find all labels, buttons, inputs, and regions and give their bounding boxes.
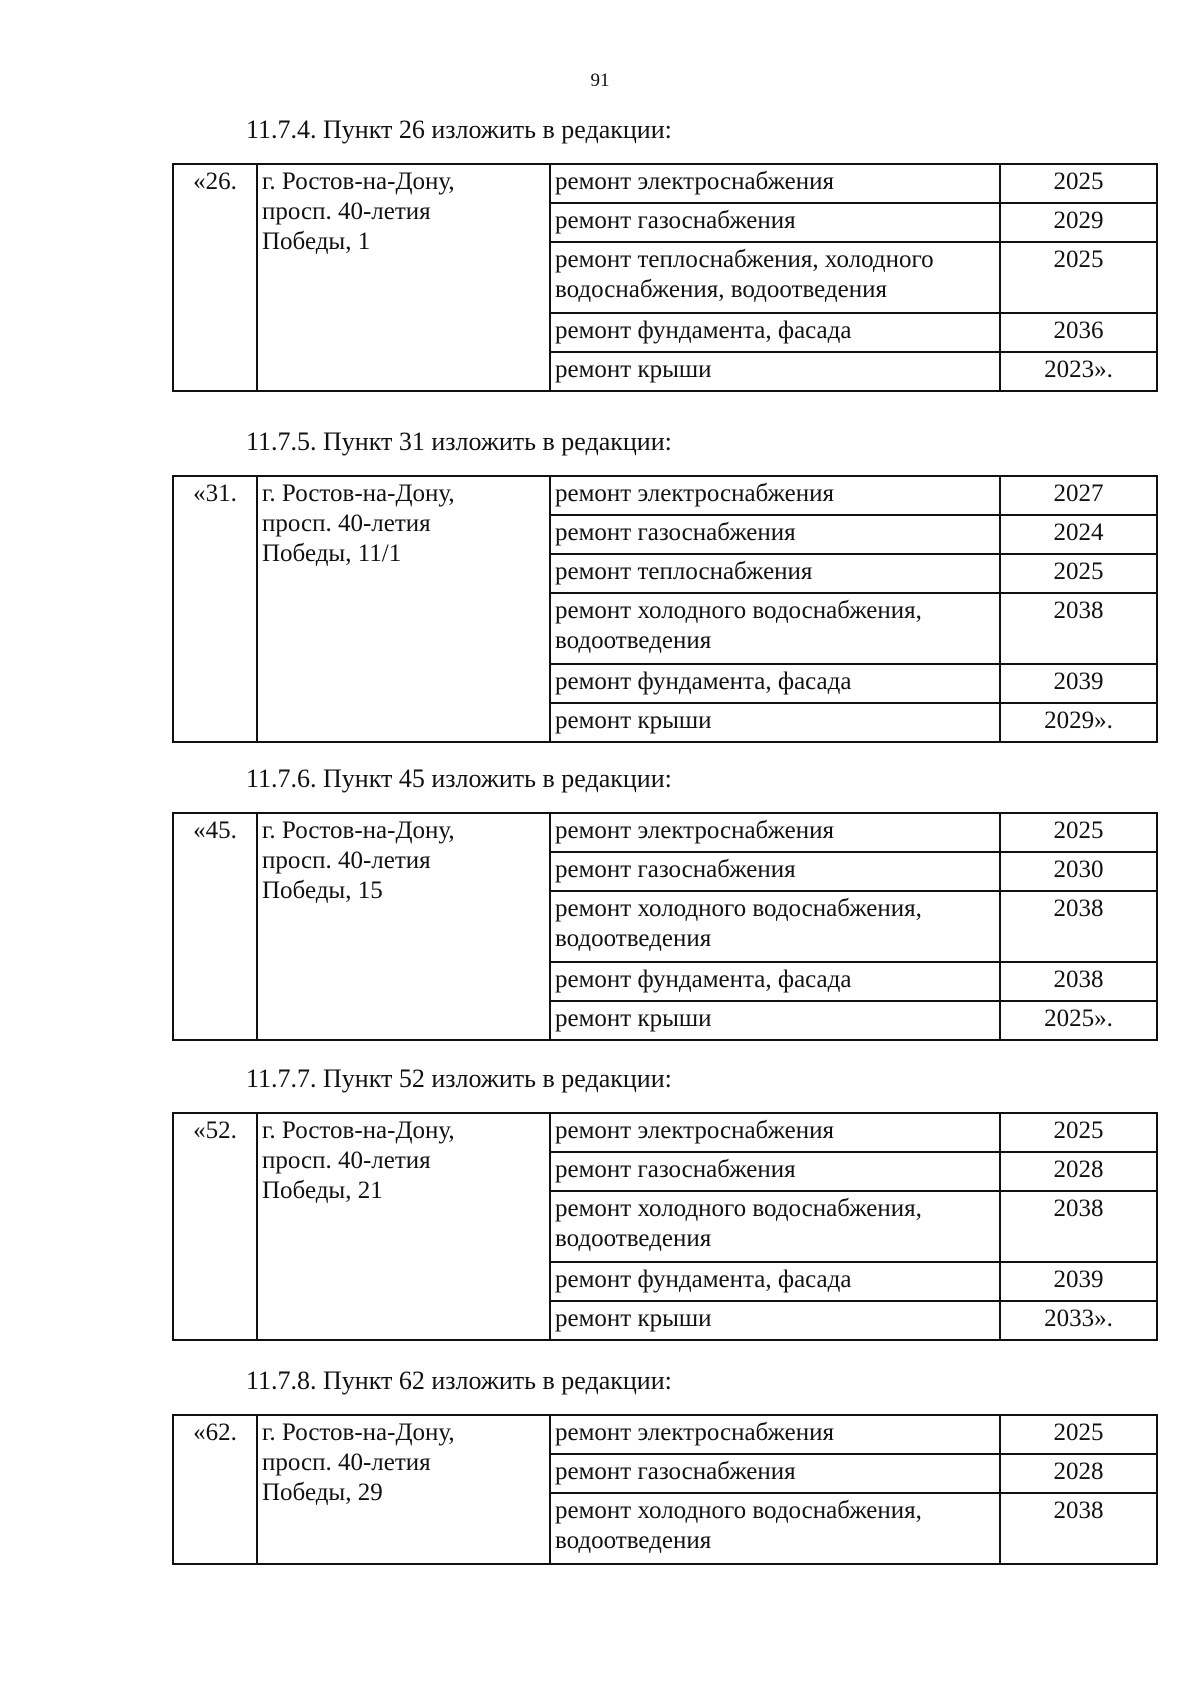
work-type-cell <box>550 1152 1000 1191</box>
address-line: Победы, 15 <box>262 877 383 904</box>
address-line: просп. 40-летия <box>262 1147 431 1174</box>
amendment-section <box>172 1064 1154 1341</box>
work-type-line: ремонт газоснабжения <box>555 207 796 234</box>
work-type-cell <box>550 554 1000 593</box>
work-type-line: ремонт фундамента, фасада <box>555 317 852 344</box>
work-type-cell <box>550 352 1000 391</box>
address-line: Победы, 29 <box>262 1479 383 1506</box>
item-number: «45. <box>173 813 257 1040</box>
work-type-cell <box>550 515 1000 554</box>
work-type-line: водоотведения <box>555 925 712 952</box>
year-cell: 2029». <box>1000 703 1157 742</box>
address-line: Победы, 11/1 <box>262 540 402 567</box>
work-type-cell <box>550 1113 1000 1152</box>
address-cell <box>257 1113 550 1340</box>
year-cell: 2023». <box>1000 352 1157 391</box>
work-type-line: ремонт крыши <box>555 356 712 383</box>
work-type-line: ремонт холодного водоснабжения, <box>555 895 922 922</box>
address-line: Победы, 21 <box>262 1177 383 1204</box>
work-type-line: ремонт электроснабжения <box>555 1419 834 1446</box>
table-row <box>173 1415 1157 1454</box>
work-type-cell <box>550 962 1000 1001</box>
address-cell <box>257 164 550 391</box>
address-line: просп. 40-летия <box>262 510 431 537</box>
work-type-cell <box>550 1262 1000 1301</box>
work-type-cell <box>550 1493 1000 1564</box>
item-number: «62. <box>173 1415 257 1564</box>
work-type-line: ремонт холодного водоснабжения, <box>555 1497 922 1524</box>
amendment-table <box>172 163 1158 392</box>
year-cell: 2025 <box>1000 242 1157 313</box>
section-heading: 11.7.5. Пункт 31 изложить в редакции: <box>246 427 672 456</box>
amendment-table <box>172 812 1158 1041</box>
table-row <box>173 1113 1157 1152</box>
section-heading: 11.7.7. Пункт 52 изложить в редакции: <box>246 1064 672 1093</box>
work-type-cell <box>550 242 1000 313</box>
year-cell: 2039 <box>1000 664 1157 703</box>
work-type-line: ремонт фундамента, фасада <box>555 668 852 695</box>
work-type-line: ремонт газоснабжения <box>555 519 796 546</box>
year-cell: 2039 <box>1000 1262 1157 1301</box>
work-type-line: ремонт электроснабжения <box>555 168 834 195</box>
amendment-table <box>172 1112 1158 1341</box>
section-heading: 11.7.4. Пункт 26 изложить в редакции: <box>246 115 672 144</box>
amendment-section <box>172 1366 1154 1565</box>
year-cell: 2036 <box>1000 313 1157 352</box>
address-line: просп. 40-летия <box>262 1449 431 1476</box>
section-heading: 11.7.6. Пункт 45 изложить в редакции: <box>246 764 672 793</box>
address-line: г. Ростов-на-Дону, <box>262 1117 455 1144</box>
year-cell: 2024 <box>1000 515 1157 554</box>
table-row <box>173 164 1157 203</box>
work-type-cell <box>550 664 1000 703</box>
amendment-table <box>172 1414 1158 1565</box>
work-type-line: ремонт крыши <box>555 707 712 734</box>
work-type-line: ремонт электроснабжения <box>555 817 834 844</box>
work-type-line: ремонт крыши <box>555 1305 712 1332</box>
amendment-table <box>172 475 1158 743</box>
amendment-section <box>172 115 1154 392</box>
item-number: «52. <box>173 1113 257 1340</box>
year-cell: 2038 <box>1000 1493 1157 1564</box>
year-cell: 2038 <box>1000 1191 1157 1262</box>
year-cell: 2029 <box>1000 203 1157 242</box>
work-type-cell <box>550 703 1000 742</box>
year-cell: 2028 <box>1000 1454 1157 1493</box>
work-type-cell <box>550 476 1000 515</box>
work-type-line: ремонт холодного водоснабжения, <box>555 1195 922 1222</box>
address-cell <box>257 1415 550 1564</box>
year-cell: 2030 <box>1000 852 1157 891</box>
year-cell: 2025 <box>1000 813 1157 852</box>
work-type-line: ремонт крыши <box>555 1005 712 1032</box>
section-heading: 11.7.8. Пункт 62 изложить в редакции: <box>246 1366 672 1395</box>
year-cell: 2038 <box>1000 962 1157 1001</box>
work-type-cell <box>550 1454 1000 1493</box>
year-cell: 2025 <box>1000 1415 1157 1454</box>
address-cell <box>257 476 550 742</box>
year-cell: 2027 <box>1000 476 1157 515</box>
work-type-cell <box>550 164 1000 203</box>
address-cell <box>257 813 550 1040</box>
year-cell: 2038 <box>1000 593 1157 664</box>
work-type-cell <box>550 891 1000 962</box>
year-cell: 2025 <box>1000 1113 1157 1152</box>
address-line: г. Ростов-на-Дону, <box>262 1419 455 1446</box>
work-type-cell <box>550 852 1000 891</box>
year-cell: 2038 <box>1000 891 1157 962</box>
work-type-cell <box>550 1191 1000 1262</box>
work-type-line: водоотведения <box>555 1527 712 1554</box>
item-number: «31. <box>173 476 257 742</box>
work-type-line: водоотведения <box>555 1225 712 1252</box>
work-type-cell <box>550 313 1000 352</box>
year-cell: 2025 <box>1000 554 1157 593</box>
work-type-line: ремонт газоснабжения <box>555 856 796 883</box>
work-type-line: водоснабжения, водоотведения <box>555 276 887 303</box>
address-line: г. Ростов-на-Дону, <box>262 817 455 844</box>
work-type-cell <box>550 1415 1000 1454</box>
work-type-cell <box>550 1001 1000 1040</box>
table-row <box>173 476 1157 515</box>
item-number: «26. <box>173 164 257 391</box>
address-line: просп. 40-летия <box>262 847 431 874</box>
work-type-line: водоотведения <box>555 627 712 654</box>
amendment-section <box>172 427 1154 743</box>
work-type-line: ремонт электроснабжения <box>555 1117 834 1144</box>
work-type-line: ремонт фундамента, фасада <box>555 966 852 993</box>
address-line: Победы, 1 <box>262 228 371 255</box>
work-type-line: ремонт холодного водоснабжения, <box>555 597 922 624</box>
work-type-line: ремонт теплоснабжения <box>555 558 813 585</box>
work-type-line: ремонт газоснабжения <box>555 1156 796 1183</box>
work-type-line: ремонт теплоснабжения, холодного <box>555 246 934 273</box>
work-type-cell <box>550 1301 1000 1340</box>
address-line: г. Ростов-на-Дону, <box>262 480 455 507</box>
table-row <box>173 813 1157 852</box>
year-cell: 2025 <box>1000 164 1157 203</box>
work-type-line: ремонт электроснабжения <box>555 480 834 507</box>
work-type-line: ремонт газоснабжения <box>555 1458 796 1485</box>
year-cell: 2025». <box>1000 1001 1157 1040</box>
work-type-line: ремонт фундамента, фасада <box>555 1266 852 1293</box>
page-number: 91 <box>590 70 610 91</box>
work-type-cell <box>550 593 1000 664</box>
amendment-section <box>172 764 1154 1041</box>
work-type-cell <box>550 203 1000 242</box>
address-line: просп. 40-летия <box>262 198 431 225</box>
work-type-cell <box>550 813 1000 852</box>
year-cell: 2033». <box>1000 1301 1157 1340</box>
address-line: г. Ростов-на-Дону, <box>262 168 455 195</box>
year-cell: 2028 <box>1000 1152 1157 1191</box>
